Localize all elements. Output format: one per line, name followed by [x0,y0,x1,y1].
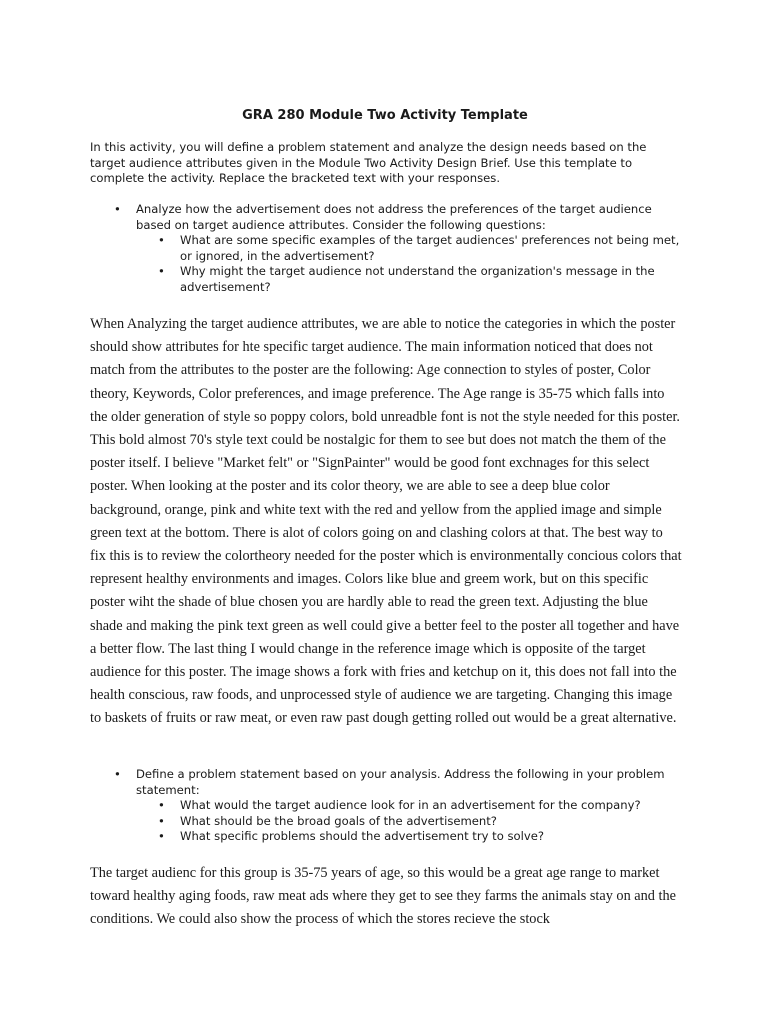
section2-question [136,829,680,845]
section1-bullet-text: Analyze how the advertisement does not address the preferences of the target audience based on target audience attributes. Consider the following questions: [136,202,652,232]
section2-question-text: What should be the broad goals of the advertisement? [180,813,497,828]
section1-list [90,202,680,295]
section2-list [90,767,680,845]
section2-question [136,814,680,830]
bullet-glyph: • [114,767,121,781]
section1-question [136,233,680,264]
section2-bullet-text: Define a problem statement based on your analysis. Address the following in your problem statement: [136,767,665,797]
section1-questions [136,233,680,295]
response-paragraph-2: The target audienc for this group is 35-75 years of age, so this would be a great age range to market toward healthy aging foods, raw meat ads where they get to see they farms the animals stay on and the conditions. We could also show the process of which the stores recieve the stock [90,865,676,928]
bullet-glyph: • [158,233,165,247]
section2-bullet [90,767,680,845]
section1-question-text: Why might the target audience not understand the organization's message in the advertisement? [180,264,655,294]
section2-question [136,798,680,814]
intro-paragraph: In this activity, you will define a problem statement and analyze the design needs based on the target audience attributes given in the Module Two Activity Design Brief. Use this template to complete the activity. Replace the bracketed text with your responses. [90,140,647,185]
section2-question-text: What specific problems should the advertisement try to solve? [180,829,544,843]
response-paragraph-1: When Analyzing the target audience attributes, we are able to notice the categories in which the poster should show attributes for hte specific target audience. The main information noticed that does not match from the attributes to the poster are the following: Age connection to styles of poster, Color theory, Keywords, Color preferences, and image preference. The Age range is 35-75 which falls into the older generation of style so poppy colors, bold unreadble font is not the style needed for this poster. This bold almost 70's style text could be nostalgic for them to see but does not match the them of the poster itself. I believe "Market felt" or "SignPainter" would be good font exchnages for this select poster. When looking at the poster and its color theory, we are able to see a deep blue color background, orange, pink and white text with the red and yellow from the applied image and simple green text at the bottom. There is alot of colors going on and clashing colors at that. The best way to fix this is to review the colortheory needed for the poster which is environmentally concious colors that represent healthy environments and images. Colors like blue and greem work, but on this specific poster wiht the shade of blue chosen you are hardly able to read the green text. Adjusting the blue shade and making the pink text green as well could give a better feel to the poster all together and have a better flow. The last thing I would change in the reference image which is opposite of the target audience for this poster. The image shows a fork with fries and ketchup on it, this does not fall into the health conscious, raw foods, and unprocessed style of audience we are targeting. Changing this image to baskets of fruits or raw meat, or even raw past dough getting rolled out would be a great alternative. [90,316,682,727]
bullet-glyph: • [158,798,165,812]
section2-question-text: What would the target audience look for in an advertisement for the company? [180,798,641,812]
section1-question [136,264,680,295]
section2-questions [136,798,680,845]
section1-bullet [90,202,680,295]
bullet-glyph: • [114,202,121,216]
bullet-glyph: • [158,264,165,278]
bullet-glyph: • [158,813,165,828]
document-title: GRA 280 Module Two Activity Template [242,108,528,123]
section1-question-text: What are some specific examples of the target audiences' preferences not being met, or ignored, in the advertisement? [180,233,680,263]
bullet-glyph: • [158,829,165,843]
